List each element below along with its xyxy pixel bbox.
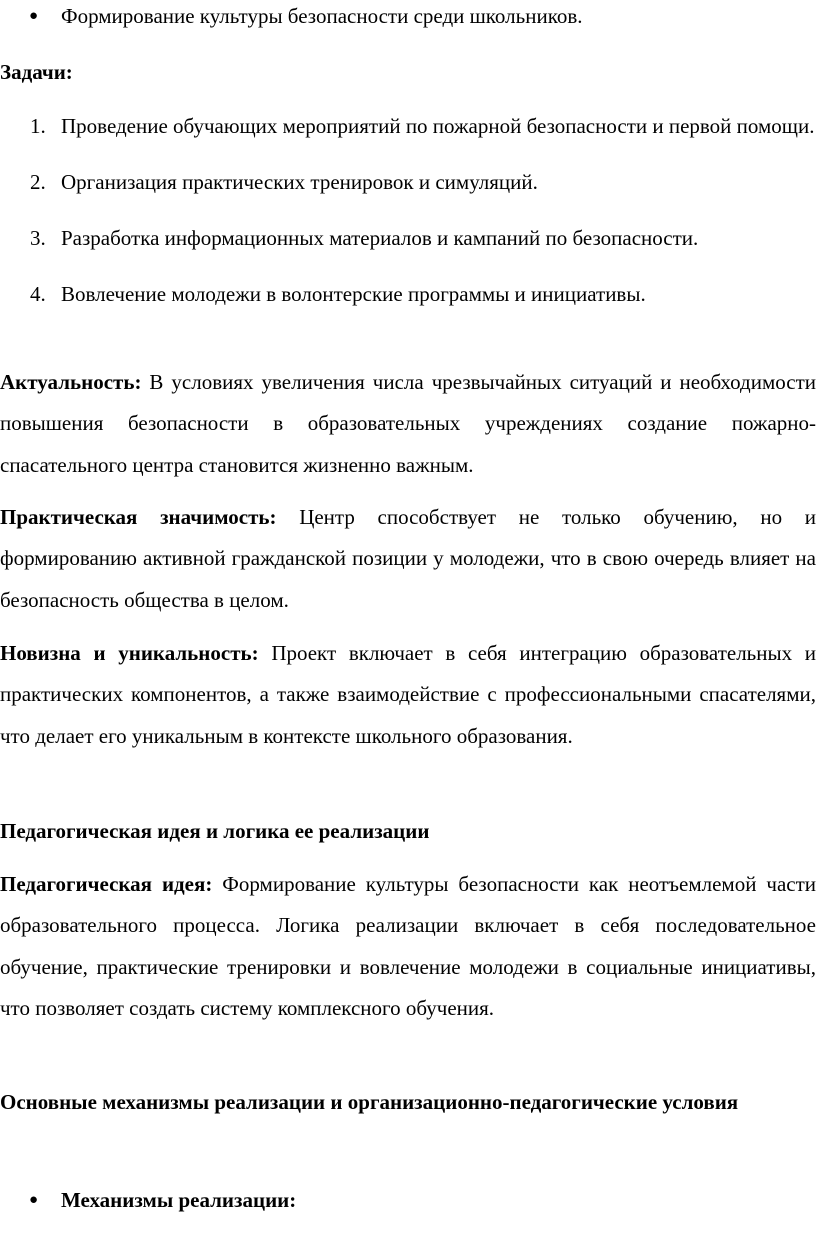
tasks-list (0, 106, 816, 330)
bullet-item-goal (0, 0, 816, 32)
pedagogical-idea-text: Формирование культуры безопасности как неотъемлемой части образовательного процесса. Логика реализации включает в себя последовательное обучение, практические тренировки и вовлечение молодежи в социальные инициативы, что позволяет создать систему комплексного обучения. (0, 872, 816, 1020)
bullet-text: Механизмы реализации: (61, 1188, 297, 1212)
novelty-label: Новизна и уникальность: (0, 641, 259, 665)
practical-paragraph (0, 497, 816, 621)
mechanisms-section-heading: Основные механизмы реализации и организационно-педагогические условия (0, 1090, 739, 1114)
tasks-heading: Задачи: (0, 60, 73, 84)
bullet-text: Формирование культуры безопасности среди школьников. (61, 4, 583, 28)
list-number: 2. (30, 170, 46, 194)
pedagogical-idea-paragraph (0, 864, 816, 1029)
relevance-paragraph (0, 362, 816, 486)
list-item (0, 274, 816, 315)
bullet-icon: ● (29, 8, 39, 24)
relevance-text: В условиях увеличения числа чрезвычайных ситуаций и необходимости повышения безопасности в образовательных учреждениях создание пожарно-спасательного центра становится жизненно важным. (0, 370, 816, 477)
list-item-text: Проведение обучающих мероприятий по пожарной безопасности и первой помощи. (61, 114, 815, 138)
novelty-paragraph (0, 633, 816, 757)
novelty-text: Проект включает в себя интеграцию образовательных и практических компонентов, а также взаимодействие с профессиональными спасателями, что делает его уникальным в контексте школьного образования. (0, 641, 816, 748)
list-item (0, 162, 816, 203)
list-item-text: Организация практических тренировок и симуляций. (61, 170, 538, 194)
list-number: 1. (30, 114, 46, 138)
list-number: 3. (30, 226, 46, 250)
list-item (0, 106, 816, 147)
list-item-text: Вовлечение молодежи в волонтерские программы и инициативы. (61, 282, 646, 306)
list-item-text: Разработка информационных материалов и кампаний по безопасности. (61, 226, 699, 250)
pedagogical-idea-label: Педагогическая идея: (0, 872, 213, 896)
practical-text: Центр способствует не только обучению, но и формированию активной гражданской позиции у молодежи, что в свою очередь влияет на безопасность общества в целом. (0, 505, 816, 612)
pedagogical-section-heading: Педагогическая идея и логика ее реализации (0, 819, 430, 843)
list-number: 4. (30, 282, 46, 306)
bullet-item-mechanisms (0, 1184, 816, 1216)
bullet-icon: ● (29, 1192, 39, 1208)
practical-label: Практическая значимость: (0, 505, 277, 529)
list-item (0, 218, 816, 259)
relevance-label: Актуальность: (0, 370, 142, 394)
